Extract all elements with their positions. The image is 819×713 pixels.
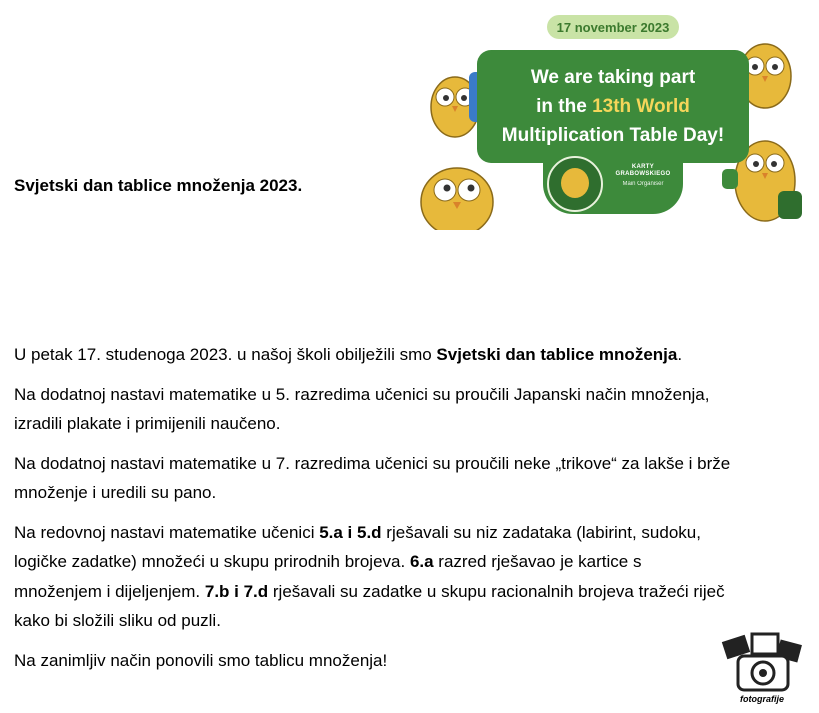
headline-line-1: We are taking part: [530, 67, 696, 88]
sponsor-logo: KARTY GRABOWSKIEGO: [615, 164, 671, 177]
event-badge-icon: [547, 156, 603, 212]
headline-line-2-pre: in the: [536, 96, 593, 117]
event-banner: [415, 4, 810, 230]
banner-headline: [477, 50, 749, 163]
photos-link[interactable]: fotografije: [740, 694, 784, 704]
page-title: Svjetski dan tablice množenja 2023.: [14, 176, 303, 195]
paragraph-1: U petak 17. studenoga 2023. u našoj školi obilježili smo Svjetski dan tablice množenja.: [14, 345, 683, 364]
date-pill: 17 november 2023: [547, 15, 679, 39]
owl-top-left-icon: [425, 62, 485, 142]
headline-line-2: [477, 92, 749, 121]
sponsor-block: [607, 164, 679, 189]
sponsor-role: Main Organiser: [622, 181, 664, 187]
paragraph-3: Na dodatnoj nastavi matematike u 7. razredima učenici su proučili neke „trikove“ za lakše i brže množenje i uredili su pano.: [14, 453, 731, 502]
paragraph-2: Na dodatnoj nastavi matematike u 5. razredima učenici su proučili Japanski način množenja, izradili plakate i primijenili naučeno.: [14, 384, 710, 433]
headline-line-3: Multiplication Table Day!: [501, 125, 725, 146]
owl-bottom-left-icon: [415, 154, 505, 230]
paragraph-5: Na zanimljiv način ponovili smo tablicu množenja!: [14, 650, 388, 670]
paragraph-4: Na redovnoj nastavi matematike učenici 5.a i 5.d rješavali su niz zadataka (labirint, sudoku, logičke zadatke) množeći u skupu prirodnih brojeva. 6.a razred rješavao je kartice s množenjem i dijeljenjem. 7.b i 7.d rješavali su zadatke u skupu racionalnih brojeva tražeći riječ kako bi složili sliku od puzli.: [14, 522, 725, 630]
headline-highlight: 13th World: [592, 96, 690, 117]
article-body: [14, 340, 734, 685]
